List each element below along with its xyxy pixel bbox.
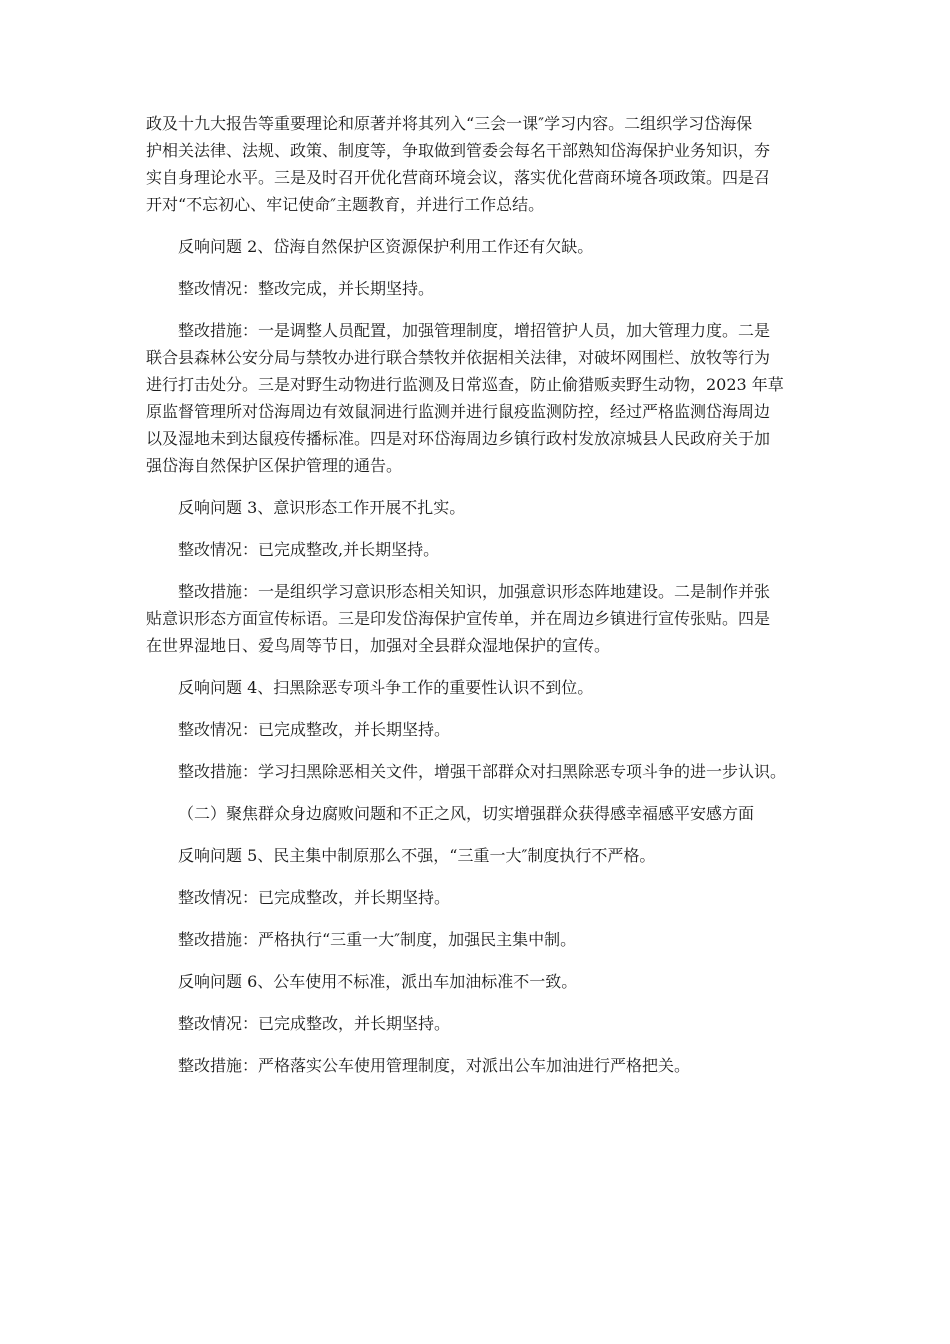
issue-6-title: 反响问题 6、公车使用不标准，派出车加油标准不一致。 xyxy=(178,972,578,991)
text-line: 联合县森林公安分局与禁牧办进行联合禁牧并依据相关法律，对破坏网围栏、放牧等行为 xyxy=(146,348,771,367)
issue-3-status: 整改情况：已完成整改,并长期坚持。 xyxy=(178,540,440,559)
issue-3-title: 反响问题 3、意识形态工作开展不扎实。 xyxy=(178,498,466,517)
text-line: 护相关法律、法规、政策、制度等，争取做到管委会每名干部熟知岱海保护业务知识，夯 xyxy=(146,141,771,160)
text-line: 以及湿地未到达鼠疫传播标准。四是对环岱海周边乡镇行政村发放凉城县人民政府关于加 xyxy=(146,429,771,448)
text-line: 贴意识形态方面宣传标语。三是印发岱海保护宣传单，并在周边乡镇进行宣传张贴。四是 xyxy=(146,609,771,628)
text-line: 开对“不忘初心、牢记使命″主题教育，并进行工作总结。 xyxy=(146,195,545,214)
issue-5-title: 反响问题 5、民主集中制原那么不强，“三重一大″制度执行不严格。 xyxy=(178,846,656,865)
issue-2-measures xyxy=(146,317,812,479)
issue-5-measures: 整改措施：严格执行“三重一大″制度，加强民主集中制。 xyxy=(178,930,577,949)
issue-4-measures: 整改措施：学习扫黑除恶相关文件，增强干部群众对扫黑除恶专项斗争的进一步认识。 xyxy=(178,762,787,781)
text-line: 整改措施：一是组织学习意识形态相关知识，加强意识形态阵地建设。二是制作并张 xyxy=(178,582,771,601)
text-line: 政及十九大报告等重要理论和原著并将其列入“三会一课″学习内容。二组织学习岱海保 xyxy=(146,114,753,133)
text-line: 实自身理论水平。三是及时召开优化营商环境会议，落实优化营商环境各项政策。四是召 xyxy=(146,168,771,187)
section-heading-2: （二）聚焦群众身边腐败问题和不正之风，切实增强群众获得感幸福感平安感方面 xyxy=(178,804,755,823)
paragraph-study-measures xyxy=(146,110,812,218)
text-line: 进行打击处分。三是对野生动物进行监测及日常巡查，防止偷猎贩卖野生动物，2023 年草 xyxy=(146,375,784,394)
issue-5-status: 整改情况：已完成整改，并长期坚持。 xyxy=(178,888,451,907)
text-line: 在世界湿地日、爱鸟周等节日，加强对全县群众湿地保护的宣传。 xyxy=(146,636,611,655)
issue-4-title: 反响问题 4、扫黑除恶专项斗争工作的重要性认识不到位。 xyxy=(178,678,594,697)
text-line: 整改措施：一是调整人员配置，加强管理制度，增招管护人员，加大管理力度。二是 xyxy=(178,321,771,340)
text-line: 原监督管理所对岱海周边有效鼠洞进行监测并进行鼠疫监测防控，经过严格监测岱海周边 xyxy=(146,402,771,421)
issue-3-measures xyxy=(146,578,812,659)
issue-2-status: 整改情况：整改完成，并长期坚持。 xyxy=(178,279,435,298)
document-body xyxy=(146,110,812,1094)
text-line: 强岱海自然保护区保护管理的通告。 xyxy=(146,456,403,475)
issue-4-status: 整改情况：已完成整改，并长期坚持。 xyxy=(178,720,451,739)
issue-6-status: 整改情况：已完成整改，并长期坚持。 xyxy=(178,1014,451,1033)
issue-2-title: 反响问题 2、岱海自然保护区资源保护利用工作还有欠缺。 xyxy=(178,237,594,256)
issue-6-measures: 整改措施：严格落实公车使用管理制度，对派出公车加油进行严格把关。 xyxy=(178,1056,691,1075)
